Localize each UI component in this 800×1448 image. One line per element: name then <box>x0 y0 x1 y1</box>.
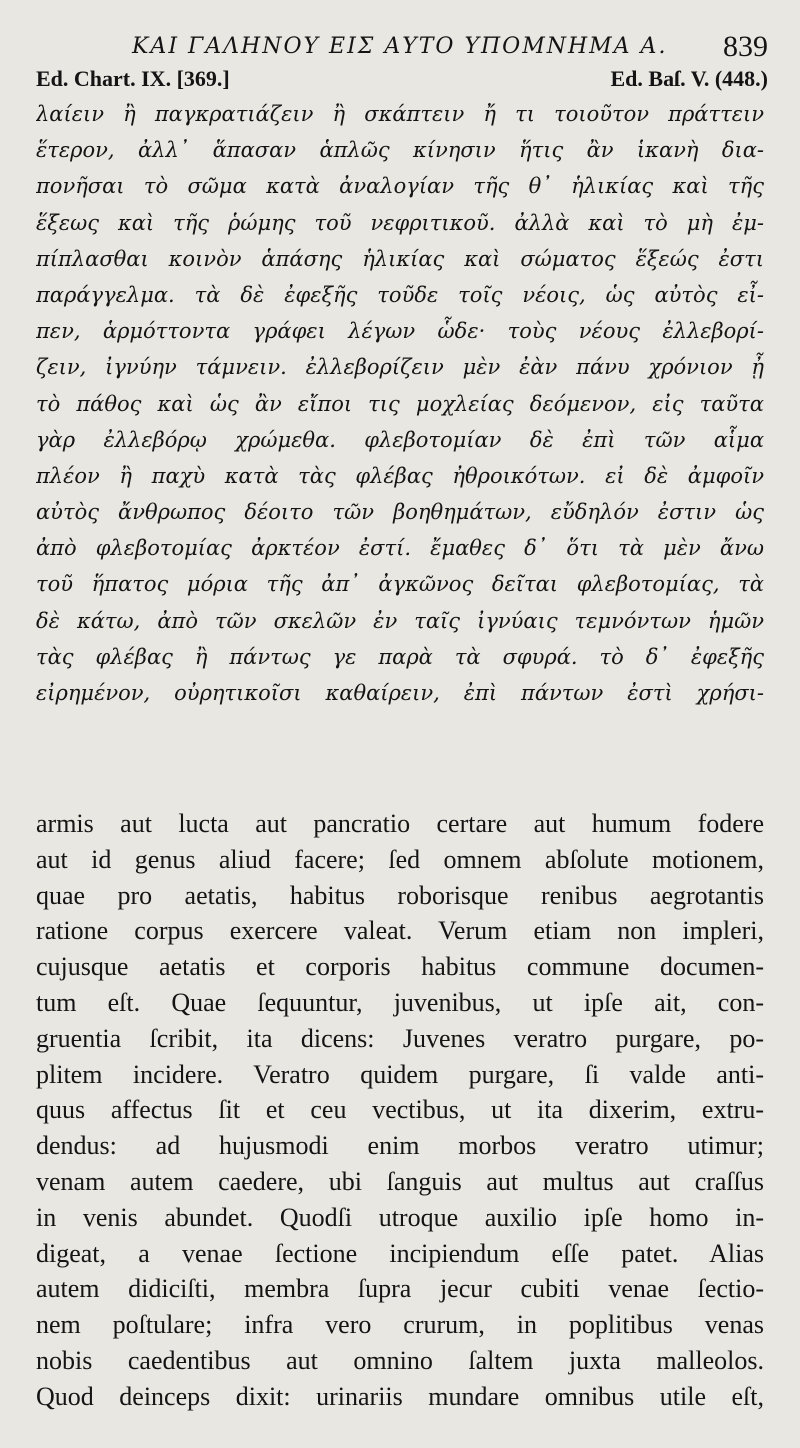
greek-line: τὰς φλέβας ἢ πάντως γε παρὰ τὰ σφυρά. τὸ δ᾽ ἐφεξῆς <box>36 644 764 669</box>
latin-line: venam autem caedere, ubi ſanguis aut multus aut craſſus <box>36 1166 764 1196</box>
greek-line: πεν, ἁρμόττοντα γράφει λέγων ὧδε· τοὺς νέους ἐλλεβορί- <box>36 319 764 344</box>
edition-chart-reference: Ed. Chart. IX. [369.] <box>36 66 230 91</box>
greek-line: τὸ πάθος καὶ ὡς ἂν εἴποι τις μοχλείας δεόμενον, εἰς ταῦτα <box>36 391 764 416</box>
latin-line: nobis caedentibus aut omnino ſaltem juxta malleolos. <box>36 1345 764 1375</box>
edition-reference-line <box>36 66 768 96</box>
latin-line: tum eſt. Quae ſequuntur, juvenibus, ut ipſe ait, con- <box>36 987 764 1017</box>
latin-line: autem didiciſti, membra ſupra jecur cubiti venae ſectio- <box>36 1274 764 1304</box>
latin-line: gruentia ſcribit, ita dicens: Juvenes veratro purgare, po- <box>36 1023 764 1053</box>
greek-line: γὰρ ἐλλεβόρῳ χρώμεθα. φλεβοτομίαν δὲ ἐπὶ τῶν αἷμα <box>36 427 764 452</box>
latin-line: quus affectus ſit et ceu vectibus, ut ita dixerim, extru- <box>36 1095 764 1125</box>
greek-line: αὐτὸς ἄνθρωπος δέοιτο τῶν βοηθημάτων, εὔδηλόν ἐστιν ὡς <box>36 500 764 525</box>
greek-line: ἕτερον, ἀλλ᾽ ἅπασαν ἁπλῶς κίνησιν ἥτις ἂν ἱκανὴ δια- <box>36 138 764 163</box>
latin-line: digeat, a venae ſectione incipiendum eſſe patet. Alias <box>36 1238 764 1268</box>
latin-line: aut id genus aliud facere; ſed omnem abſolute motionem, <box>36 844 764 874</box>
greek-line: δὲ κάτω, ἀπὸ τῶν σκελῶν ἐν ταῖς ἰγνύαις τεμνόντων ἡμῶν <box>36 608 764 633</box>
page-number: 839 <box>723 30 768 63</box>
running-title: ΚΑΙ ΓΑΛΗΝΟΥ ΕΙΣ ΑΥΤΟ ΥΠΟΜΝΗΜΑ Α. <box>132 34 668 59</box>
greek-line: ἕξεως καὶ τῆς ῥώμης τοῦ νεφριτικοῦ. ἀλλὰ καὶ τὸ μὴ ἐμ- <box>36 210 764 235</box>
greek-line: ἀπὸ φλεβοτομίας ἀρκτέον ἐστί. ἔμαθες δ᾽ ὅτι τὰ μὲν ἄνω <box>36 536 764 561</box>
latin-line: Quod deinceps dixit: urinariis mundare omnibus utile eſt, <box>36 1381 764 1411</box>
greek-line: εἰρημένον, οὐρητικοῖσι καθαίρειν, ἐπὶ πάντων ἐστὶ χρήσι- <box>36 681 764 705</box>
greek-line: λαίειν ἢ παγκρατιάζειν ἢ σκάπτειν ἤ τι τοιοῦτον πράττειν <box>36 102 764 126</box>
greek-line: τοῦ ἥπατος μόρια τῆς ἀπ᾽ ἀγκῶνος δεῖται φλεβοτομίας, τὰ <box>36 572 764 597</box>
greek-line: πίπλασθαι κοινὸν ἁπάσης ἡλικίας καὶ σώματος ἕξεώς ἐστι <box>36 246 764 271</box>
running-head <box>36 28 768 68</box>
greek-line: πονῆσαι τὸ σῶμα κατὰ ἀναλογίαν τῆς θ᾽ ἡλικίας καὶ τῆς <box>36 174 764 199</box>
edition-basel-reference: Ed. Baſ. V. (448.) <box>610 66 768 91</box>
latin-line: in venis abundet. Quodſi utroque auxilio ipſe homo in- <box>36 1202 764 1232</box>
latin-line: cujusque aetatis et corporis habitus commune documen- <box>36 952 764 982</box>
latin-line: nem poſtulare; infra vero crurum, in poplitibus venas <box>36 1310 764 1340</box>
latin-line: quae pro aetatis, habitus roborisque renibus aegrotantis <box>36 880 764 910</box>
latin-line: ratione corpus exercere valeat. Verum etiam non impleri, <box>36 916 764 946</box>
greek-line: παράγγελμα. τὰ δὲ ἐφεξῆς τοῦδε τοῖς νέοις, ὡς αὐτὸς εἶ- <box>36 282 764 307</box>
latin-line: dendus: ad hujusmodi enim morbos veratro utimur; <box>36 1131 764 1161</box>
latin-line: plitem incidere. Veratro quidem purgare, ſi valde anti- <box>36 1059 764 1089</box>
greek-line: πλέον ἢ παχὺ κατὰ τὰς φλέβας ἠθροικότων. εἰ δὲ ἀμφοῖν <box>36 463 764 488</box>
greek-text-block <box>36 96 764 711</box>
latin-line: armis aut lucta aut pancratio certare aut humum fodere <box>36 809 764 838</box>
latin-text-block <box>36 806 764 1415</box>
greek-line: ζειν, ἰγνύην τάμνειν. ἐλλεβορίζειν μὲν ἐὰν πάνυ χρόνιον ᾖ <box>36 355 764 380</box>
